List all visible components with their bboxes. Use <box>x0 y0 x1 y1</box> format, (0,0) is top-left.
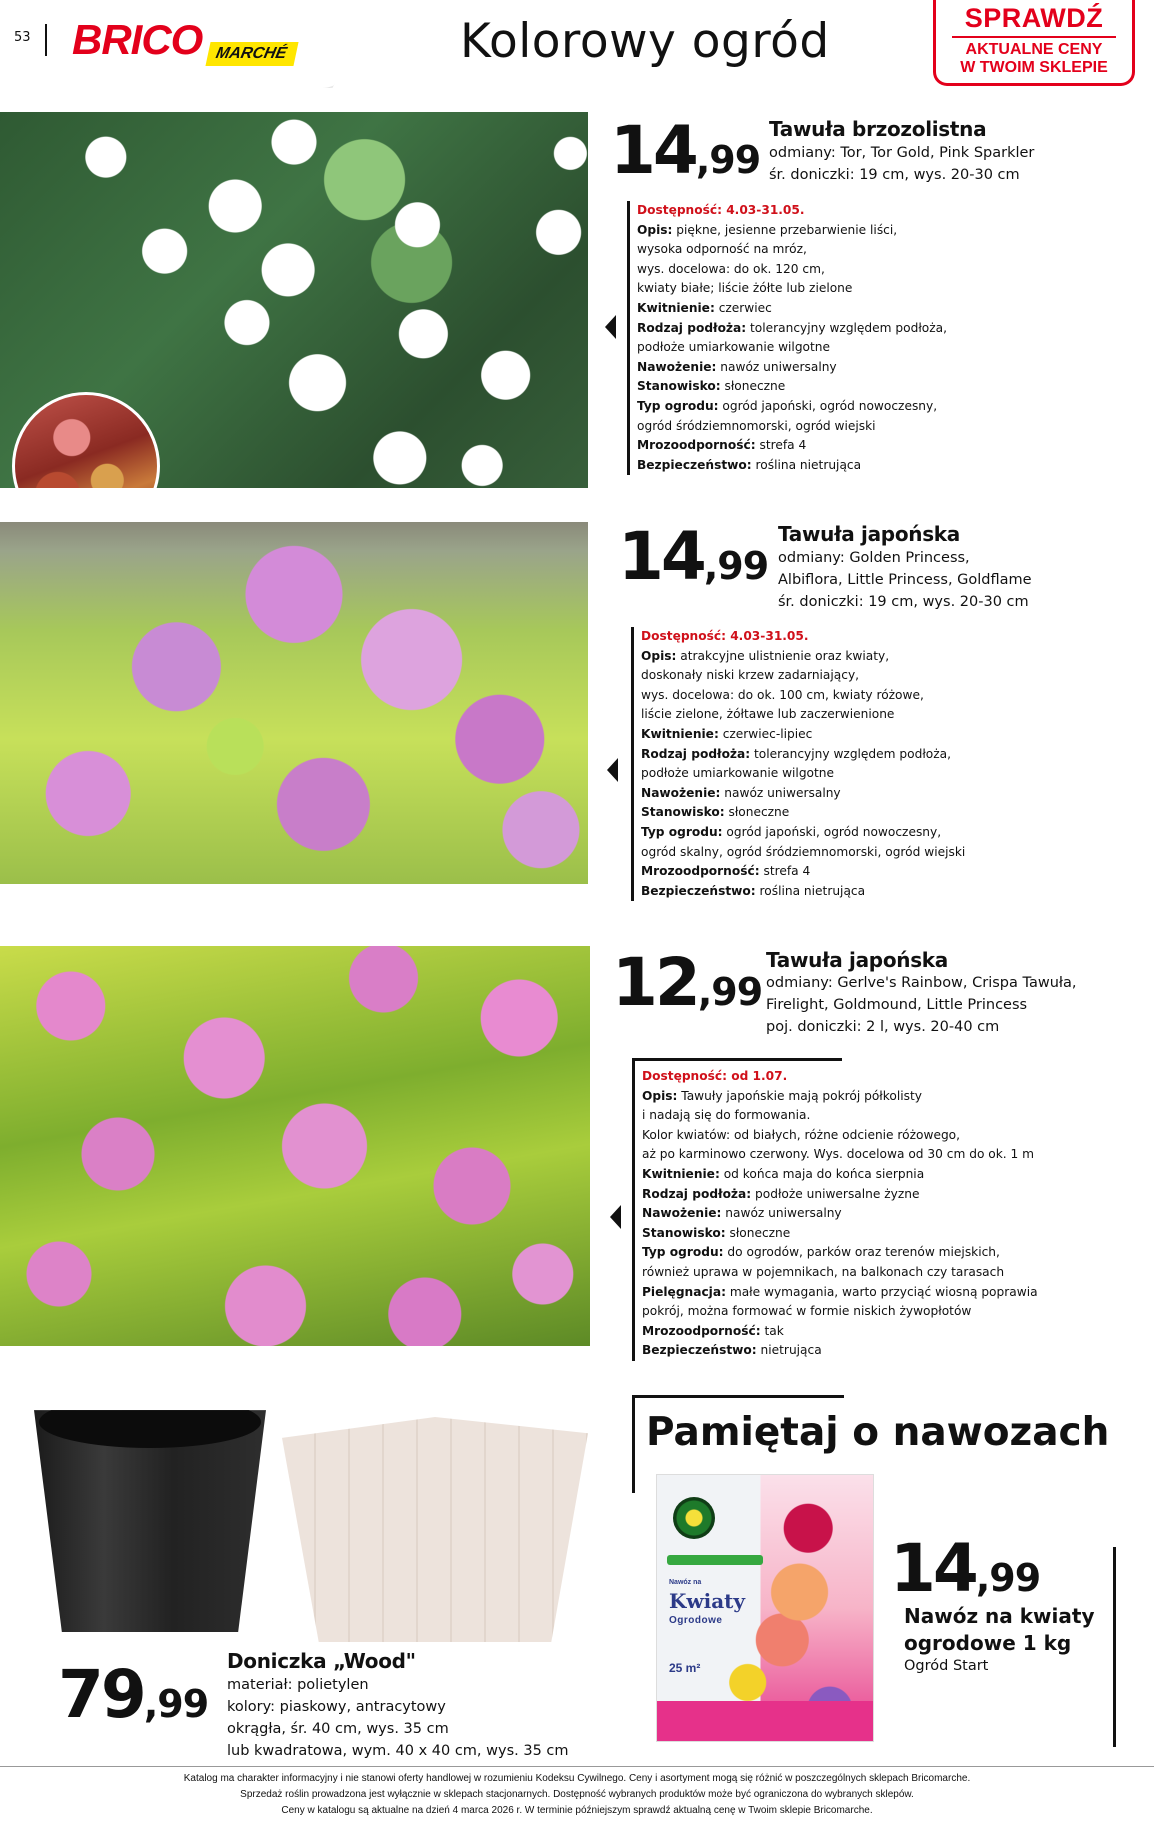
detail-row: Rodzaj podłoża: tolerancyjny względem podłoża, <box>637 320 948 335</box>
product-3-size: poj. doniczki: 2 l, wys. 20-40 cm <box>766 1019 1000 1035</box>
detail-row: Nawożenie: nawóz uniwersalny <box>642 1206 842 1221</box>
product-image-spirea-japonica-2 <box>0 946 590 1346</box>
product-image-spirea-japonica <box>0 522 588 884</box>
footer-rule <box>0 1766 1154 1767</box>
availability: Dostępność: od 1.07. <box>642 1069 788 1083</box>
footer-line-3: Ceny w katalogu są aktualne na dzień 4 marca 2026 r. W terminie późniejszym sprawdź aktualną cenę w Twoim sklepie Bricomarche. <box>281 1805 873 1816</box>
detail-row: Opis: Tawuły japońskie mają pokrój półkolisty <box>642 1088 922 1103</box>
fertilizer-left-rule <box>632 1395 635 1493</box>
footer-line-2: Sprzedaż roślin prowadzona jest wyłącznie w sklepach stacjonarnych. Dostępność wybranych produktów może być ograniczona do wybranych sklepów. <box>240 1789 914 1800</box>
detail-row: Opis: atrakcyjne ulistnienie oraz kwiaty, <box>641 648 890 663</box>
fertilizer-right-rule <box>1113 1547 1116 1747</box>
product-2-details <box>631 627 965 901</box>
detail-row: wysoka odporność na mróz, <box>637 242 807 257</box>
page-divider <box>45 24 47 56</box>
detail-row: Typ ogrodu: do ogrodów, parków oraz terenów miejskich, <box>642 1245 1000 1260</box>
detail-row: Pielęgnacja: małe wymagania, warto przyciąć wiosną poprawia <box>642 1284 1038 1299</box>
page-number: 53 <box>14 30 31 45</box>
detail-row: Mrozoodporność: strefa 4 <box>641 864 811 879</box>
detail-row: Typ ogrodu: ogród japoński, ogród nowoczesny, <box>641 824 942 839</box>
detail-row: Kolor kwiatów: od białych, różne odcienie różowego, <box>642 1127 961 1142</box>
detail-row: podłoże umiarkowanie wilgotne <box>641 766 835 781</box>
detail-row: ogród skalny, ogród śródziemnomorski, ogród wiejski <box>641 844 966 859</box>
detail-row: Kwitnienie: od końca maja do końca sierpnia <box>642 1166 925 1181</box>
price-fertilizer: 14,99 <box>890 1530 1041 1607</box>
product-1-size: śr. doniczki: 19 cm, wys. 20-30 cm <box>769 167 1020 183</box>
pot-square-size: lub kwadratowa, wym. 40 x 40 cm, wys. 35 cm <box>227 1743 569 1759</box>
product-1-name: Tawuła brzozolistna <box>769 117 987 141</box>
autumn-foliage-inset-image <box>12 392 160 488</box>
product-image-spirea-betulifolia <box>0 112 588 488</box>
box-pink-band <box>657 1701 873 1741</box>
product-3-varieties-1: odmiany: Gerlve's Rainbow, Crispa Tawuła, <box>766 975 1077 991</box>
check-prices-badge <box>933 0 1135 86</box>
detail-row: aż po karminowo czerwony. Wys. docelowa od 30 cm do ok. 1 m <box>642 1147 1035 1162</box>
detail-row: liście zielone, żółtawe lub zaczerwienione <box>641 707 895 722</box>
badge-line-1: SPRAWDŹ <box>952 0 1116 38</box>
availability: Dostępność: 4.03-31.05. <box>637 203 805 217</box>
detail-row: doskonały niski krzew zadarniający, <box>641 668 860 683</box>
box-area: 25 m² <box>669 1661 701 1675</box>
detail-row: również uprawa w pojemnikach, na balkonach czy tarasach <box>642 1264 1005 1279</box>
detail-row: ogród śródziemnomorski, ogród wiejski <box>637 418 876 433</box>
ogrod-start-logo-icon <box>673 1497 715 1539</box>
price-product-2: 14,99 <box>618 518 769 595</box>
logo-marche-text: MARCHÉ <box>205 42 298 66</box>
logo-brico-text: BRICO <box>72 16 203 63</box>
product-2-size: śr. doniczki: 19 cm, wys. 20-30 cm <box>778 594 1029 610</box>
footer-line-1: Katalog ma charakter informacyjny i nie stanowi oferty handlowej w rozumieniu Kodeksu Cywilnego. Ceny i asortyment mogą się różnić w poszczególnych sklepach Bricomarche. <box>183 1773 971 1784</box>
detail-row: i nadają się do formowania. <box>642 1108 811 1123</box>
product-2-varieties-2: Albiflora, Little Princess, Goldflame <box>778 572 1032 588</box>
box-title-small: Nawóz na <box>669 1579 702 1586</box>
detail-row: podłoże umiarkowanie wilgotne <box>637 340 831 355</box>
product-2-varieties-1: odmiany: Golden Princess, <box>778 550 970 566</box>
pointer-arrow-icon <box>607 758 618 782</box>
detail-row: kwiaty białe; liście żółte lub zielone <box>637 281 853 296</box>
pot-name: Doniczka „Wood" <box>227 1649 416 1673</box>
detail-row: pokrój, można formować w formie niskich żywopłotów <box>642 1304 972 1319</box>
page-title: Kolorowy ogród <box>460 14 830 69</box>
detail-row: Kwitnienie: czerwiec-lipiec <box>641 726 813 741</box>
box-green-strip <box>667 1555 763 1565</box>
price-product-1: 14,99 <box>610 112 761 189</box>
availability: Dostępność: 4.03-31.05. <box>641 629 809 643</box>
fertilizer-name: Nawóz na kwiaty ogrodowe 1 kg <box>904 1604 1095 1655</box>
detail-row: Stanowisko: słoneczne <box>642 1225 791 1240</box>
detail-row: Bezpieczeństwo: nietrująca <box>642 1343 822 1358</box>
detail-row: Stanowisko: słoneczne <box>641 805 790 820</box>
detail-row: Rodzaj podłoża: tolerancyjny względem podłoża, <box>641 746 952 761</box>
fertilizer-box-image <box>656 1474 874 1742</box>
fertilizer-heading: Pamiętaj o nawozach <box>646 1410 1110 1455</box>
fertilizer-top-rule <box>632 1395 844 1398</box>
detail-row: Nawożenie: nawóz uniwersalny <box>637 359 837 374</box>
detail-row: Kwitnienie: czerwiec <box>637 300 772 315</box>
badge-line-3: W TWOIM SKLEPIE <box>960 59 1108 76</box>
detail-row: Typ ogrodu: ogród japoński, ogród nowoczesny, <box>637 398 938 413</box>
price-product-3: 12,99 <box>612 944 763 1021</box>
pot-anthracite-image <box>34 1396 266 1632</box>
pot-round-size: okrągła, śr. 40 cm, wys. 35 cm <box>227 1721 449 1737</box>
detail-row: Nawożenie: nawóz uniwersalny <box>641 785 841 800</box>
product-1-details <box>627 201 947 475</box>
product-1-varieties: odmiany: Tor, Tor Gold, Pink Sparkler <box>769 145 1035 161</box>
pointer-arrow-icon <box>610 1205 621 1229</box>
detail-row: wys. docelowa: do ok. 120 cm, <box>637 261 825 276</box>
detail-row: Mrozoodporność: strefa 4 <box>637 438 807 453</box>
fertilizer-brand: Ogród Start <box>904 1658 989 1674</box>
detail-row: Opis: piękne, jesienne przebarwienie liści, <box>637 222 898 237</box>
product-3-name: Tawuła japońska <box>766 948 949 972</box>
pointer-arrow-icon <box>605 315 616 339</box>
detail-row: Rodzaj podłoża: podłoże uniwersalne żyzne <box>642 1186 920 1201</box>
pot-colors: kolory: piaskowy, antracytowy <box>227 1699 446 1715</box>
detail-row: Mrozoodporność: tak <box>642 1323 784 1338</box>
detail-row: Bezpieczeństwo: roślina nietrująca <box>637 457 862 472</box>
footer-disclaimer <box>0 1771 1154 1819</box>
box-subtitle: Ogrodowe <box>669 1615 723 1626</box>
box-title: Kwiaty <box>669 1589 746 1613</box>
detail-row: Bezpieczeństwo: roślina nietrująca <box>641 883 866 898</box>
product-2-name: Tawuła japońska <box>778 522 961 546</box>
badge-line-2: AKTUALNE CENY <box>965 41 1103 58</box>
detail-row: Stanowisko: słoneczne <box>637 379 786 394</box>
product-3-varieties-2: Firelight, Goldmound, Little Princess <box>766 997 1028 1013</box>
pot-material: materiał: polietylen <box>227 1677 369 1693</box>
detail-row: wys. docelowa: do ok. 100 cm, kwiaty różowe, <box>641 687 924 702</box>
product-3-details <box>632 1058 1038 1361</box>
price-pot: 79,99 <box>58 1656 209 1733</box>
pot-sand-image <box>282 1410 588 1642</box>
